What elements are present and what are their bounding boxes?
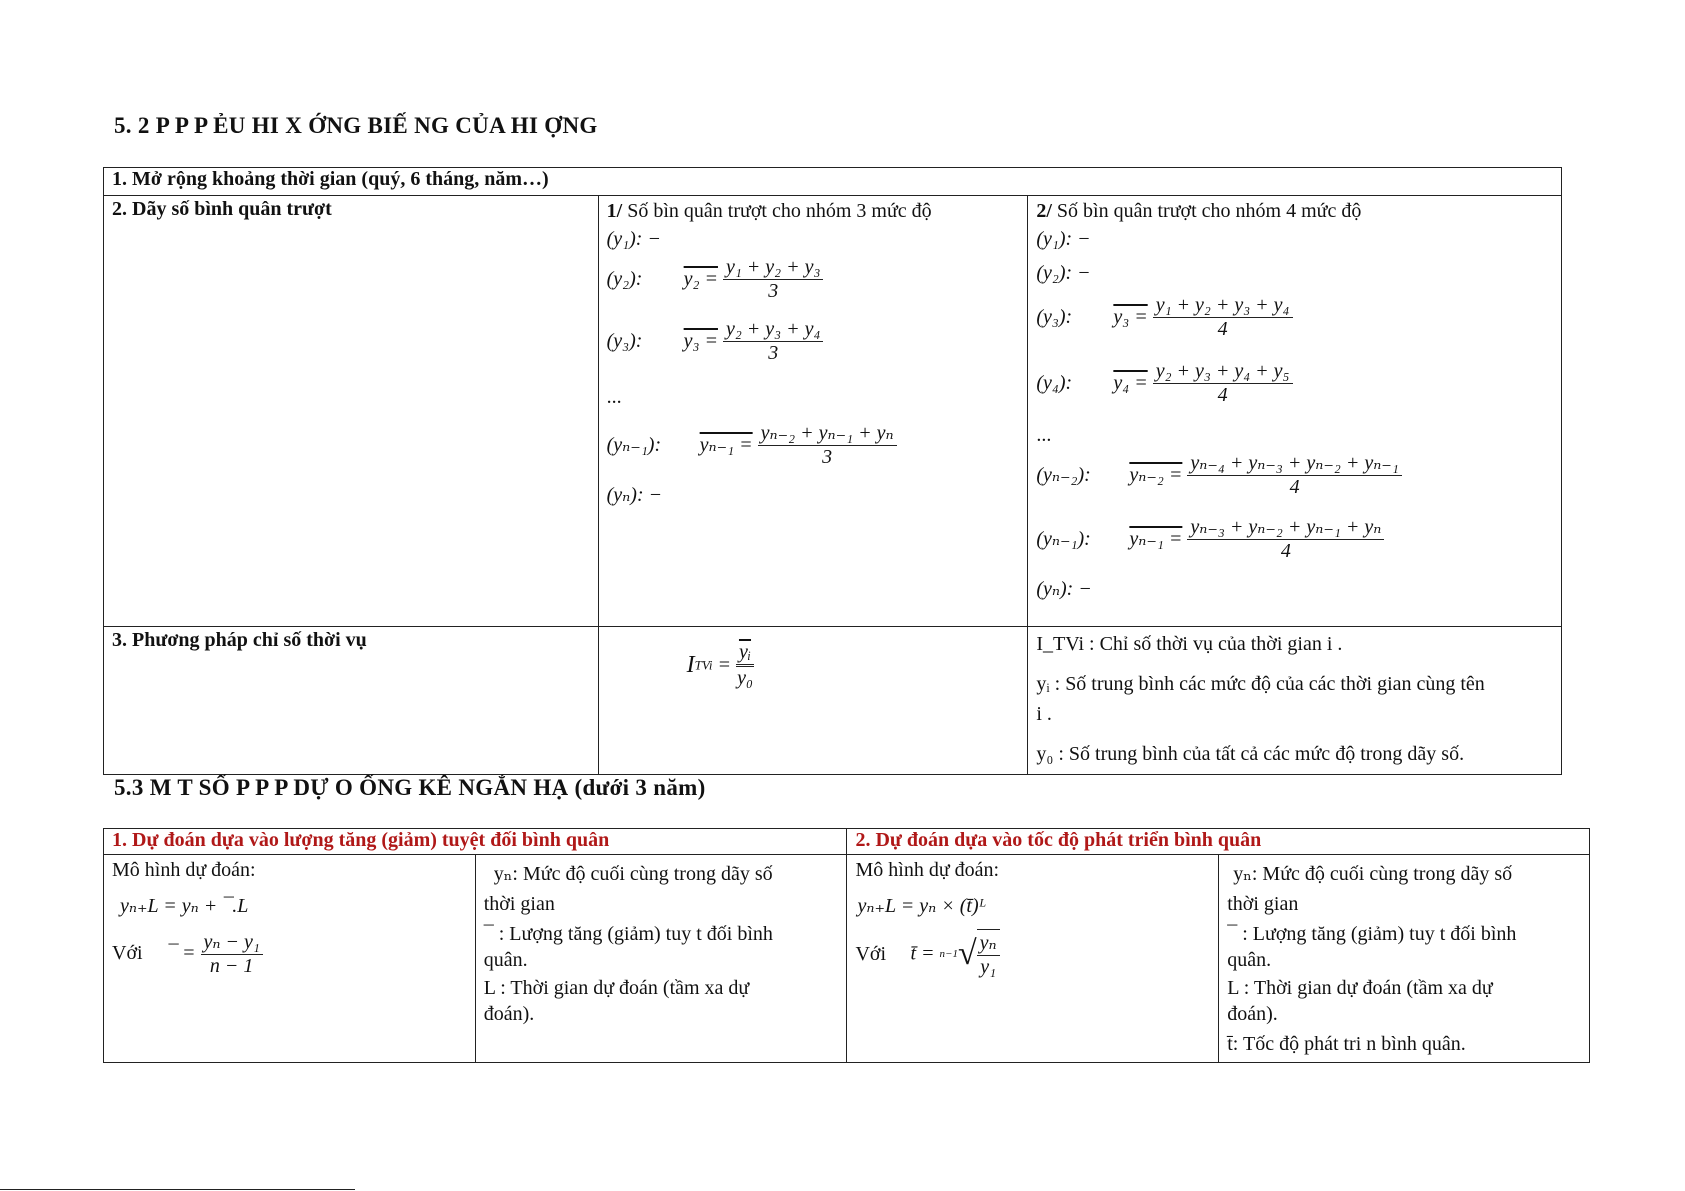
trend-methods-table — [103, 167, 1562, 775]
ma3-y1: (y₁): − — [606, 228, 661, 250]
root-sign-icon: √ — [957, 935, 977, 972]
growth-model-cell — [847, 855, 1219, 1063]
forecast-growth-header: 2. Dự đoán dựa vào tốc độ phát triển bình quân — [847, 829, 1590, 855]
seasonal-index-notes-cell — [1028, 627, 1562, 775]
ma4-yn2-formula: (yₙ₋₂): yₙ₋₂ = $\frac{\text{yₙ₋₄ + yₙ₋₃ + yₙ₋₂ + yₙ₋₁}}{4}$ — [1036, 450, 1553, 512]
abs-note-6: đoán). — [483, 1003, 535, 1025]
growth-note-5: L : Thời gian dự đoán (tầm xa dự — [1227, 977, 1493, 999]
ma4-yn: (yₙ): − — [1036, 578, 1092, 600]
absolute-model-formula: yₙ₊L = yₙ + ¯.L — [120, 895, 249, 917]
abs-note-4: quân. — [483, 949, 528, 971]
absolute-model-label: Mô hình dự đoán: — [112, 859, 256, 881]
abs-note-2: thời gian — [483, 893, 555, 915]
growth-note-6: đoán). — [1227, 1003, 1278, 1025]
moving-average-3-cell — [598, 196, 1028, 627]
forecast-methods-table — [103, 828, 1590, 1063]
abs-note-5: L : Thời gian dự đoán (tầm xa dự — [483, 977, 750, 999]
growth-note-3: ¯ : Lượng tăng (giảm) tuy t đối bình — [1227, 923, 1517, 945]
growth-notes-cell — [1219, 855, 1590, 1063]
absolute-notes-cell — [475, 855, 847, 1063]
abs-note-1: yₙ: Mức độ cuối cùng trong dãy số — [493, 863, 773, 885]
ma4-yn1-formula: (yₙ₋₁): yₙ₋₁ = $\frac{\text{yₙ₋₃ + yₙ₋₂ + yₙ₋₁ + yₙ}}{4}$ — [1036, 514, 1553, 576]
section-heading-5-2: 5. 2 P P P ẺU HI X ỚNG BIẾ NG CỦA HI ỢNG — [114, 113, 598, 138]
ma3-dots: ... — [606, 386, 622, 408]
footer-divider — [0, 1189, 355, 1190]
ma3-y2-formula: (y₂): y₂ = $\frac{\text{y₁ + y₂ + y₃}}{3}$ — [607, 256, 1020, 318]
ma4-dots: ... — [1036, 424, 1052, 446]
ma4-y3-formula: (y₃): y₃ = $\frac{\text{y₁ + y₂ + y₃ + y₄}}{4}$ — [1036, 294, 1553, 356]
growth-note-1: yₙ: Mức độ cuối cùng trong dãy số — [1233, 863, 1513, 885]
growth-model-label: Mô hình dự đoán: — [855, 859, 1000, 881]
seasonal-index-formula: ITVi = $\frac{\overline{yᵢ}}{\text{y₀}}$ — [686, 641, 753, 689]
forecast-absolute-header: 1. Dự đoán dựa vào lượng tăng (giảm) tuyệt đối bình quân — [104, 829, 847, 855]
growth-note-4: quân. — [1227, 949, 1272, 971]
ma3-yn1-formula: (yₙ₋₁): yₙ₋₁ = $\frac{\text{yₙ₋₂ + yₙ₋₁ + yₙ}}{3}$ — [607, 420, 1020, 482]
ma3-y3-formula: (y₃): y₃ = $\frac{\text{y₂ + y₃ + y₄}}{3}$ — [607, 318, 1020, 380]
method-3-label: 3. Phương pháp chỉ số thời vụ — [112, 629, 367, 651]
growth-note-7: t̄: Tốc độ phát tri n bình quân. — [1227, 1033, 1466, 1055]
section-heading-5-3: 5.3 M T SỐ P P P DỰ O ỐNG KÊ NGẮN HẠ (dưới 3 năm) — [114, 775, 706, 800]
method-2-label: 2. Dãy số bình quân trượt — [112, 198, 332, 220]
note-y0: y₀ : Số trung bình của tất cả các mức độ trong dãy số. — [1036, 743, 1465, 765]
ma3-yn: (yₙ): − — [606, 484, 663, 506]
absolute-with-formula: Với ¯ = $\frac{\text{yₙ − y₁}}{n - 1}$ — [112, 929, 467, 978]
method-2-label-cell — [104, 196, 599, 627]
abs-note-3: ¯ : Lượng tăng (giảm) tuy t đối bình — [483, 923, 773, 945]
method-3-label-cell — [104, 627, 599, 775]
growth-with-formula: Với t̄ = n−1√ $\frac{\text{yₙ}}{\text{y₁}}$ — [855, 929, 1210, 979]
note-yi: yᵢ : Số trung bình các mức độ của các thời gian cùng tên — [1036, 673, 1485, 695]
ma4-y1: (y₁): − — [1036, 228, 1091, 250]
ma4-y2: (y₂): − — [1036, 262, 1091, 284]
note-i: i . — [1036, 703, 1052, 725]
moving-average-4-title: 2/ Số bìn quân trượt cho nhóm 4 mức độ — [1036, 200, 1362, 222]
note-itvi: I_TVi : Chỉ số thời vụ của thời gian i . — [1036, 633, 1343, 655]
seasonal-index-formula-cell — [598, 627, 1028, 775]
ma4-y4-formula: (y₄): y₄ = $\frac{\text{y₂ + y₃ + y₄ + y₅}}{4}$ — [1036, 360, 1553, 422]
absolute-model-cell — [104, 855, 476, 1063]
method-1-label: 1. Mở rộng khoảng thời gian (quý, 6 tháng, năm…) — [112, 168, 549, 190]
growth-note-2: thời gian — [1227, 893, 1299, 915]
growth-model-formula: yₙ₊L = yₙ × (t̄)ᴸ — [857, 895, 987, 917]
method-1-row — [104, 168, 1562, 196]
moving-average-4-cell — [1028, 196, 1562, 627]
moving-average-3-title: 1/ Số bìn quân trượt cho nhóm 3 mức độ — [606, 200, 932, 222]
